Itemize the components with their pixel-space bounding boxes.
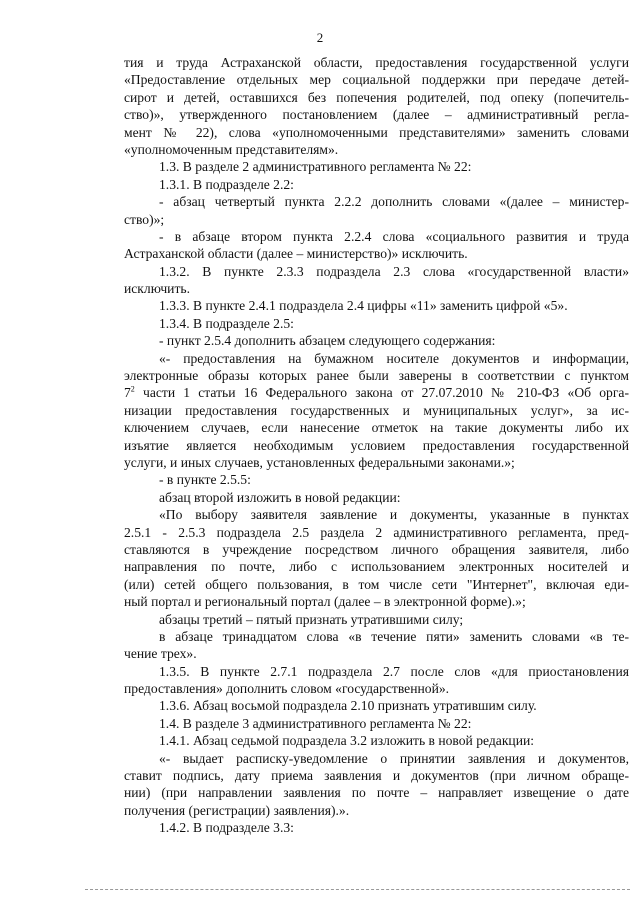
text-line: абзац второй изложить в новой редакции: [159, 489, 401, 505]
text-line: 1.3.2. В пункте 2.3.3 подраздела 2.3 слова «государственной власти» [159, 263, 629, 279]
text-line: услуги, и иных случаев, установленных федеральными законами.»; [124, 454, 515, 470]
text-line: 1.4.2. В подразделе 3.3: [159, 820, 294, 836]
text-line [124, 384, 629, 401]
text-line: 1.3. В разделе 2 административного регламента № 22: [159, 159, 472, 175]
text-line: Астраханской области (далее – министерство)» исключить. [124, 246, 468, 262]
text-line: изъятие является необходимым условием предоставления государственной [124, 437, 629, 453]
text-line: «По выбору заявителя заявление и документы, указанные в пунктах [159, 507, 629, 523]
document-text [124, 54, 629, 837]
page-number: 2 [316, 30, 324, 45]
text-line: направления по почте, либо с использованием электронных носителей и [124, 559, 629, 575]
text-line: «уполномоченным представителям». [124, 141, 339, 157]
text-line: - в пункте 2.5.5: [159, 472, 251, 488]
text-line: ный портал и региональный портал (далее – в электронной форме).»; [124, 594, 526, 610]
page-bottom-rule [85, 889, 630, 890]
text-line: «- выдает расписку-уведомление о принятии заявления и документов, [159, 750, 629, 766]
text-line: нии) (при направлении заявления по почте – направляет извещение о дате [124, 785, 629, 801]
text-line: исключить. [124, 281, 190, 297]
text-line: электронные образы которых ранее были заверены в соответствии с пунктом [124, 368, 629, 384]
text-line: тия и труда Астраханской области, предоставления государственной услуги [124, 55, 629, 70]
text-line: ключением случаев, если нанесение отметок на такие документы либо их [124, 420, 629, 436]
text-line: 1.3.6. Абзац восьмой подраздела 2.10 признать утратившим силу. [159, 698, 537, 714]
text-line: мент № 22), слова «уполномоченными представителями» заменить словами [124, 124, 629, 140]
text-line: 1.4.1. Абзац седьмой подраздела 3.2 изложить в новой редакции: [159, 733, 535, 749]
text-line: (или) сетей общего пользования, в том числе сети "Интернет", включая еди- [124, 576, 629, 592]
text-line: низации предоставления государственных и муниципальных услуг», за ис- [124, 402, 629, 418]
text-line: 1.3.3. В пункте 2.4.1 подраздела 2.4 цифры «11» заменить цифрой «5». [159, 298, 568, 314]
text-line: ство)»; [124, 211, 165, 227]
text-line: ство)», утвержденного постановлением (далее – административный регла- [124, 107, 629, 123]
text-line: 1.3.5. В пункте 2.7.1 подраздела 2.7 после слов «для приостановления [159, 663, 629, 679]
text-line: 2.5.1 - 2.5.3 подраздела 2.5 раздела 2 административного регламента, пред- [124, 524, 629, 540]
text-line: ставит подпись, дату приема заявления и документов (при личном обраще- [124, 768, 629, 784]
text-line: ставляются в учреждение посредством личного обращения заявителя, либо [124, 541, 629, 557]
text-line: - абзац четвертый пункта 2.2.2 дополнить словами «(далее – министер- [159, 194, 629, 210]
text-line: - пункт 2.5.4 дополнить абзацем следующего содержания: [159, 333, 496, 349]
superscript: 2 [130, 384, 135, 394]
text-line: - в абзаце втором пункта 2.2.4 слова «социального развития и труда [159, 228, 629, 244]
footnote-ref-number: 7 [124, 385, 131, 401]
text-line: 1.3.4. В подразделе 2.5: [159, 315, 294, 331]
text-line: 1.4. В разделе 3 административного регламента № 22: [159, 715, 472, 731]
text-line: «- предоставления на бумажном носителе документов и информации, [159, 350, 629, 366]
text-line: сирот и детей, оставшихся без попечения родителей, под опеку (попечитель- [124, 89, 629, 105]
text-line: получения (регистрации) заявления).». [124, 802, 350, 818]
text-line: в абзаце тринадцатом слова «в течение пяти» заменить словами «в те- [159, 628, 629, 644]
text-line: абзацы третий – пятый признать утратившими силу; [159, 611, 464, 627]
text-line: 1.3.1. В подразделе 2.2: [159, 176, 294, 192]
text-line: чение трех». [124, 646, 197, 662]
text-line: «Предоставление отдельных мер социальной поддержки при передаче детей- [124, 72, 629, 88]
line-text: части 1 статьи 16 Федерального закона от 27.07.2010 № 210-ФЗ «Об орга- [134, 385, 629, 401]
text-line: предоставления» дополнить словом «государственной». [124, 681, 450, 697]
